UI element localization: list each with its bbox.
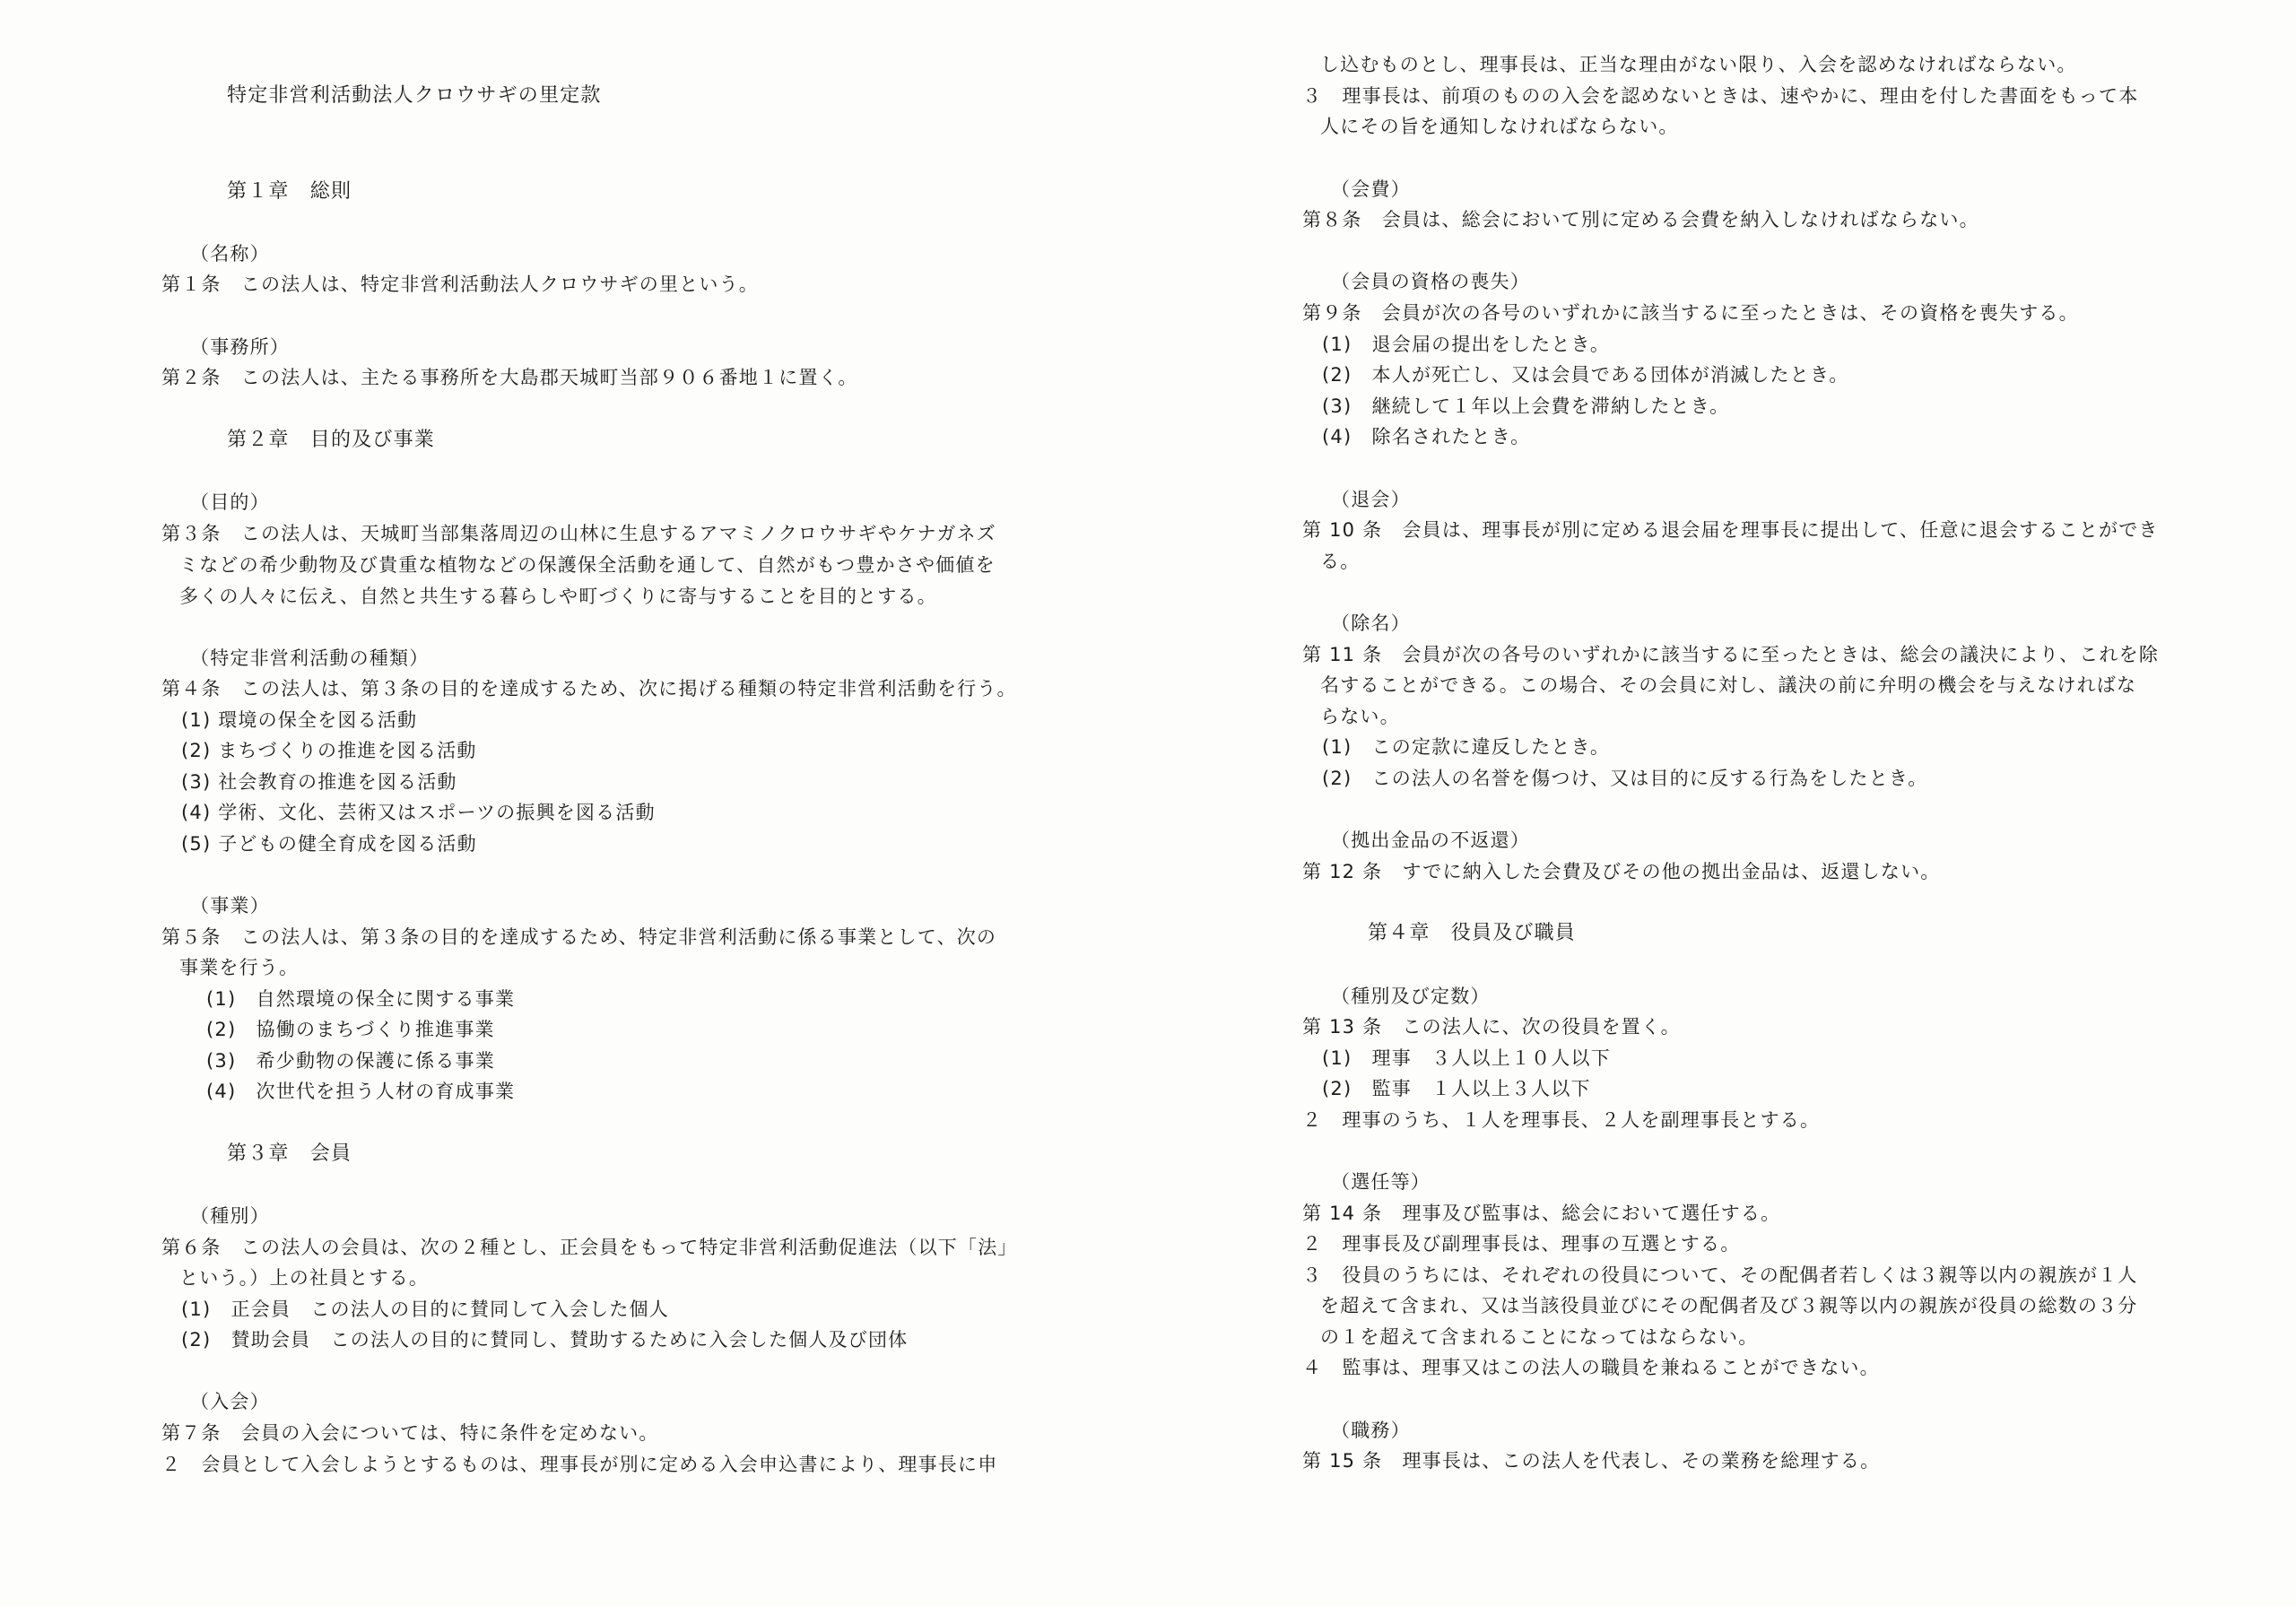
list-item: (5) 子どもの健全育成を図る活動 (181, 833, 477, 855)
article-heading: （名称） (190, 243, 270, 265)
article-text: ２ 理事長及び副理事長は、理事の互選とする。 (1302, 1233, 1741, 1255)
chapter-heading: 第２章 目的及び事業 (227, 429, 436, 451)
list-item: (2) 賛助会員 この法人の目的に賛同し、賛助するために入会した個人及び団体 (181, 1329, 909, 1351)
list-item: (1) 退会届の提出をしたとき。 (1322, 334, 1611, 355)
chapter-heading: 第３章 会員 (227, 1142, 352, 1165)
article-text: 第 10 条 会員は、理事長が別に定める退会届を理事長に提出して、任意に退会することができ (1302, 519, 2159, 541)
article-text: らない。 (1320, 706, 1400, 727)
list-item: (2) 本人が死亡し、又は会員である団体が消滅したとき。 (1322, 364, 1849, 386)
article-text: 第１条 この法人は、特定非営利活動法人クロウサギの里という。 (161, 274, 759, 295)
article-heading: （目的） (190, 491, 270, 513)
list-item: (2) まちづくりの推進を図る活動 (181, 740, 477, 761)
article-text: 多くの人々に伝え、自然と共生する暮らしや町づくりに寄与することを目的とする。 (179, 586, 937, 607)
article-heading: （退会） (1331, 489, 1411, 510)
article-text: 第８条 会員は、総会において別に定める会費を納入しなければならない。 (1302, 209, 1979, 230)
article-heading: （除名） (1331, 612, 1411, 634)
article-heading: （入会） (190, 1391, 270, 1412)
list-item: (1) 理事 ３人以上１０人以下 (1322, 1047, 1611, 1069)
article-text: ３ 役員のうちには、それぞれの役員について、その配偶者若しくは３親等以内の親族が１人 (1302, 1264, 2138, 1286)
article-text: ２ 理事のうち、１人を理事長、２人を副理事長とする。 (1302, 1109, 1821, 1131)
article-text: 第４条 この法人は、第３条の目的を達成するため、次に掲げる種類の特定非営利活動を行う。 (161, 678, 1017, 699)
article-heading: （会費） (1331, 178, 1411, 200)
article-text: 第２条 この法人は、主たる事務所を大島郡天城町当部９０６番地１に置く。 (161, 367, 858, 388)
list-item: (4) 学術、文化、芸術又はスポーツの振興を図る活動 (181, 802, 656, 823)
list-item: (4) 除名されたとき。 (1322, 426, 1531, 447)
article-heading: （事務所） (190, 336, 290, 358)
article-text: 名することができる。この場合、その会員に対し、議決の前に弁明の機会を与えなければな (1320, 674, 2137, 696)
list-item: (3) 継続して１年以上会費を滞納したとき。 (1322, 395, 1730, 417)
article-text: 第 12 条 すでに納入した会費及びその他の拠出金品は、返還しない。 (1302, 861, 1941, 882)
article-heading: （職務） (1331, 1420, 1411, 1441)
list-item: (1) この定款に違反したとき。 (1322, 736, 1611, 758)
article-text: 第３条 この法人は、天城町当部集落周辺の山林に生息するアマミノクロウサギやケナガネズ (161, 523, 996, 544)
article-heading: （会員の資格の喪失） (1331, 271, 1530, 292)
article-text: る。 (1320, 551, 1361, 572)
list-item: (1) 環境の保全を図る活動 (181, 709, 418, 731)
list-item: (4) 次世代を担う人材の育成事業 (206, 1081, 516, 1102)
article-text: 第 15 条 理事長は、この法人を代表し、その業務を総理する。 (1302, 1450, 1881, 1472)
article-text: ３ 理事長は、前項のものの入会を認めないときは、速やかに、理由を付した書面をもって本 (1302, 85, 2139, 107)
article-text: ２ 会員として入会しようとするものは、理事長が別に定める入会申込書により、理事長に申 (161, 1454, 998, 1475)
right-page (1302, 0, 2199, 1607)
article-heading: （選任等） (1331, 1171, 1431, 1193)
article-text: 事業を行う。 (179, 957, 300, 978)
article-text: という。）上の社員とする。 (179, 1267, 430, 1289)
article-text: の１を超えて含まれることになってはならない。 (1320, 1326, 1759, 1348)
article-text: 第６条 この法人の会員は、次の２種とし、正会員をもって特定非営利活動促進法（以下「法」 (161, 1237, 1018, 1258)
article-text: 人にその旨を通知しなければならない。 (1320, 116, 1679, 137)
article-heading: （種別及び定数） (1331, 986, 1491, 1007)
chapter-heading: 第４章 役員及び職員 (1368, 922, 1577, 944)
article-text: 第 13 条 この法人に、次の役員を置く。 (1302, 1016, 1681, 1038)
list-item: (2) 監事 １人以上３人以下 (1322, 1078, 1591, 1099)
article-heading: （拠出金品の不返還） (1331, 830, 1530, 851)
article-heading: （種別） (190, 1205, 270, 1227)
list-item: (1) 正会員 この法人の目的に賛同して入会した個人 (181, 1299, 669, 1320)
article-heading: （特定非営利活動の種類） (190, 647, 430, 669)
article-text: 第 11 条 会員が次の各号のいずれかに該当するに至ったときは、総会の議決により、これを除 (1302, 644, 2160, 665)
article-text: 第９条 会員が次の各号のいずれかに該当するに至ったときは、その資格を喪失する。 (1302, 302, 2079, 324)
article-heading: （事業） (190, 895, 270, 916)
article-text: 第７条 会員の入会については、特に条件を定めない。 (161, 1422, 659, 1444)
article-text: 第 14 条 理事及び監事は、総会において選任する。 (1302, 1203, 1781, 1224)
list-item: (2) 協働のまちづくり推進事業 (206, 1019, 495, 1040)
list-item: (2) この法人の名誉を傷つけ、又は目的に反する行為をしたとき。 (1322, 768, 1928, 789)
article-text: ミなどの希少動物及び貴重な植物などの保護保全活動を通して、自然がもつ豊かさや価値を (179, 554, 996, 576)
article-text: を超えて含まれ、又は当該役員並びにその配偶者及び３親等以内の親族が役員の総数の３分 (1320, 1295, 2138, 1316)
list-item: (3) 希少動物の保護に係る事業 (206, 1050, 495, 1072)
article-text: ４ 監事は、理事又はこの法人の職員を兼ねることができない。 (1302, 1357, 1880, 1378)
left-page (161, 0, 1031, 1607)
list-item: (1) 自然環境の保全に関する事業 (206, 988, 516, 1010)
chapter-heading: 第１章 総則 (227, 180, 352, 203)
article-text: し込むものとし、理事長は、正当な理由がない限り、入会を認めなければならない。 (1320, 54, 2077, 75)
article-text: 第５条 この法人は、第３条の目的を達成するため、特定非営利活動に係る事業として、次の (161, 926, 997, 948)
list-item: (3) 社会教育の推進を図る活動 (181, 771, 457, 793)
document-title: 特定非営利活動法人クロウサギの里定款 (227, 84, 602, 107)
